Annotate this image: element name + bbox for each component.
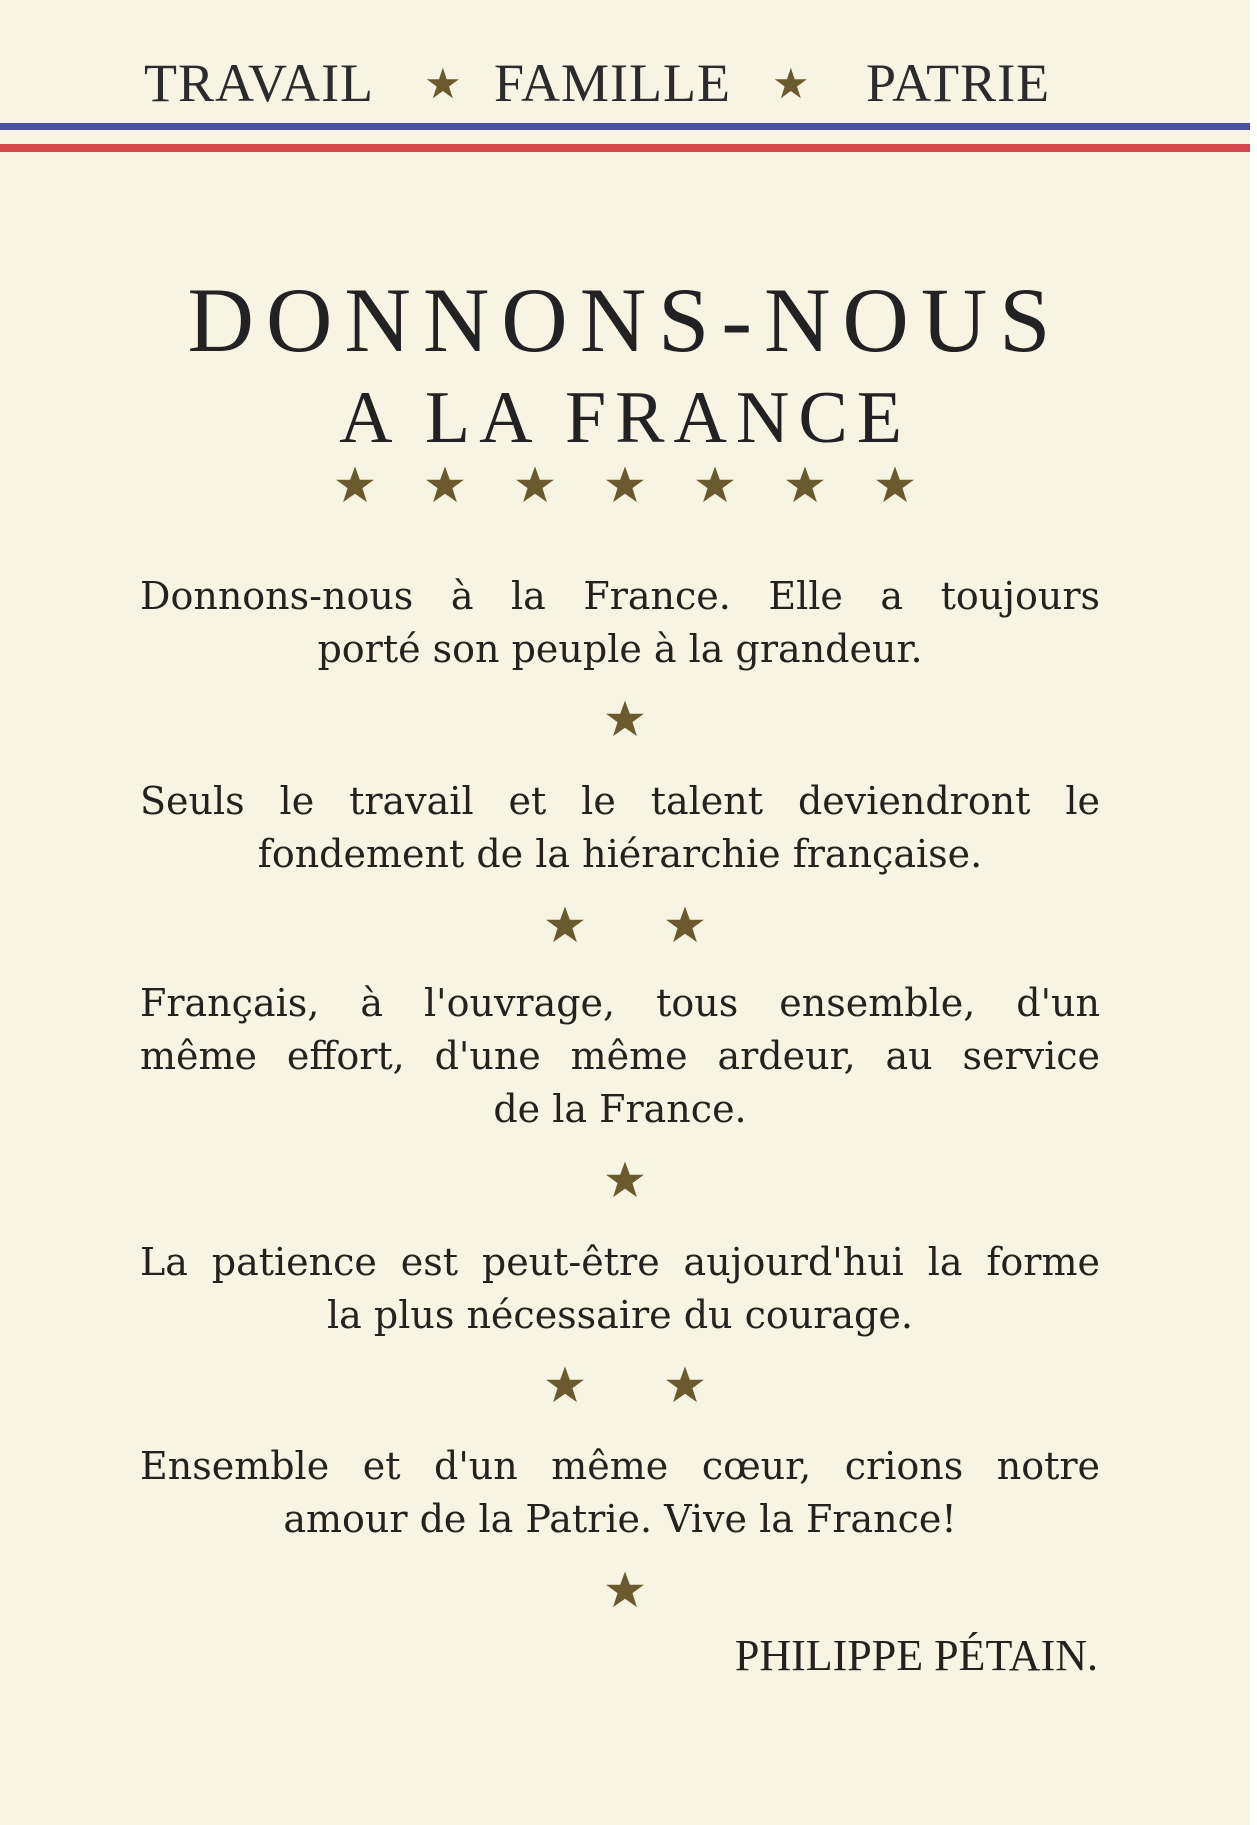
star-icon (603, 697, 647, 741)
star-icon (693, 463, 737, 507)
star-icon (603, 1158, 647, 1202)
tricolor-stripe-red (0, 144, 1250, 152)
star-icon (603, 463, 647, 507)
star-icon (513, 463, 557, 507)
star-icon (663, 903, 707, 947)
star-icon (603, 1568, 647, 1612)
paragraph-line: même effort, d'une même ardeur, au service (140, 1034, 1100, 1078)
star-icon (333, 463, 377, 507)
motto-word-famille: FAMILLE (494, 53, 731, 113)
paragraph-line: Français, à l'ouvrage, tous ensemble, d'un (140, 981, 1100, 1025)
star-divider (0, 1158, 1250, 1202)
star-divider (0, 697, 1250, 741)
signature: PHILIPPE PÉTAIN. (734, 1631, 1098, 1680)
paragraph-line: Donnons-nous à la France. Elle a toujours (140, 574, 1100, 618)
paragraph-line: Seuls le travail et le talent deviendront le (140, 779, 1100, 823)
paragraph-line: La patience est peut-être aujourd'hui la forme (140, 1240, 1100, 1284)
page-edge (1250, 0, 1257, 1825)
star-icon (423, 463, 467, 507)
star-icon (543, 903, 587, 947)
motto-header (0, 48, 1250, 118)
paragraph (140, 1440, 1100, 1546)
paragraph-line: porté son peuple à la grandeur. (317, 627, 923, 671)
star-icon: ★ (424, 62, 462, 108)
star-icon: ★ (772, 62, 810, 108)
paragraph-line: Ensemble et d'un même cœur, crions notre (140, 1444, 1100, 1488)
paragraph (140, 570, 1100, 676)
motto-word-patrie: PATRIE (866, 53, 1051, 113)
star-divider (0, 903, 1250, 947)
star-icon (873, 463, 917, 507)
tricolor-stripe-blue (0, 123, 1250, 130)
star-divider (0, 1363, 1250, 1407)
star-divider-row (0, 463, 1250, 507)
page-subtitle: A LA FRANCE (339, 377, 911, 459)
paragraph-line: fondement de la hiérarchie française. (257, 832, 983, 876)
motto-word-travail: TRAVAIL (144, 53, 375, 113)
paragraph (140, 977, 1100, 1136)
star-icon (543, 1363, 587, 1407)
page-title: DONNONS-NOUS (187, 269, 1063, 371)
paragraph-line: la plus nécessaire du courage. (327, 1293, 913, 1337)
paragraph (140, 775, 1100, 881)
star-divider (0, 1568, 1250, 1612)
paragraph (140, 1236, 1100, 1342)
paragraph-line: amour de la Patrie. Vive la France! (283, 1497, 957, 1541)
star-icon (783, 463, 827, 507)
star-icon (663, 1363, 707, 1407)
paragraph-line: de la France. (493, 1087, 747, 1131)
